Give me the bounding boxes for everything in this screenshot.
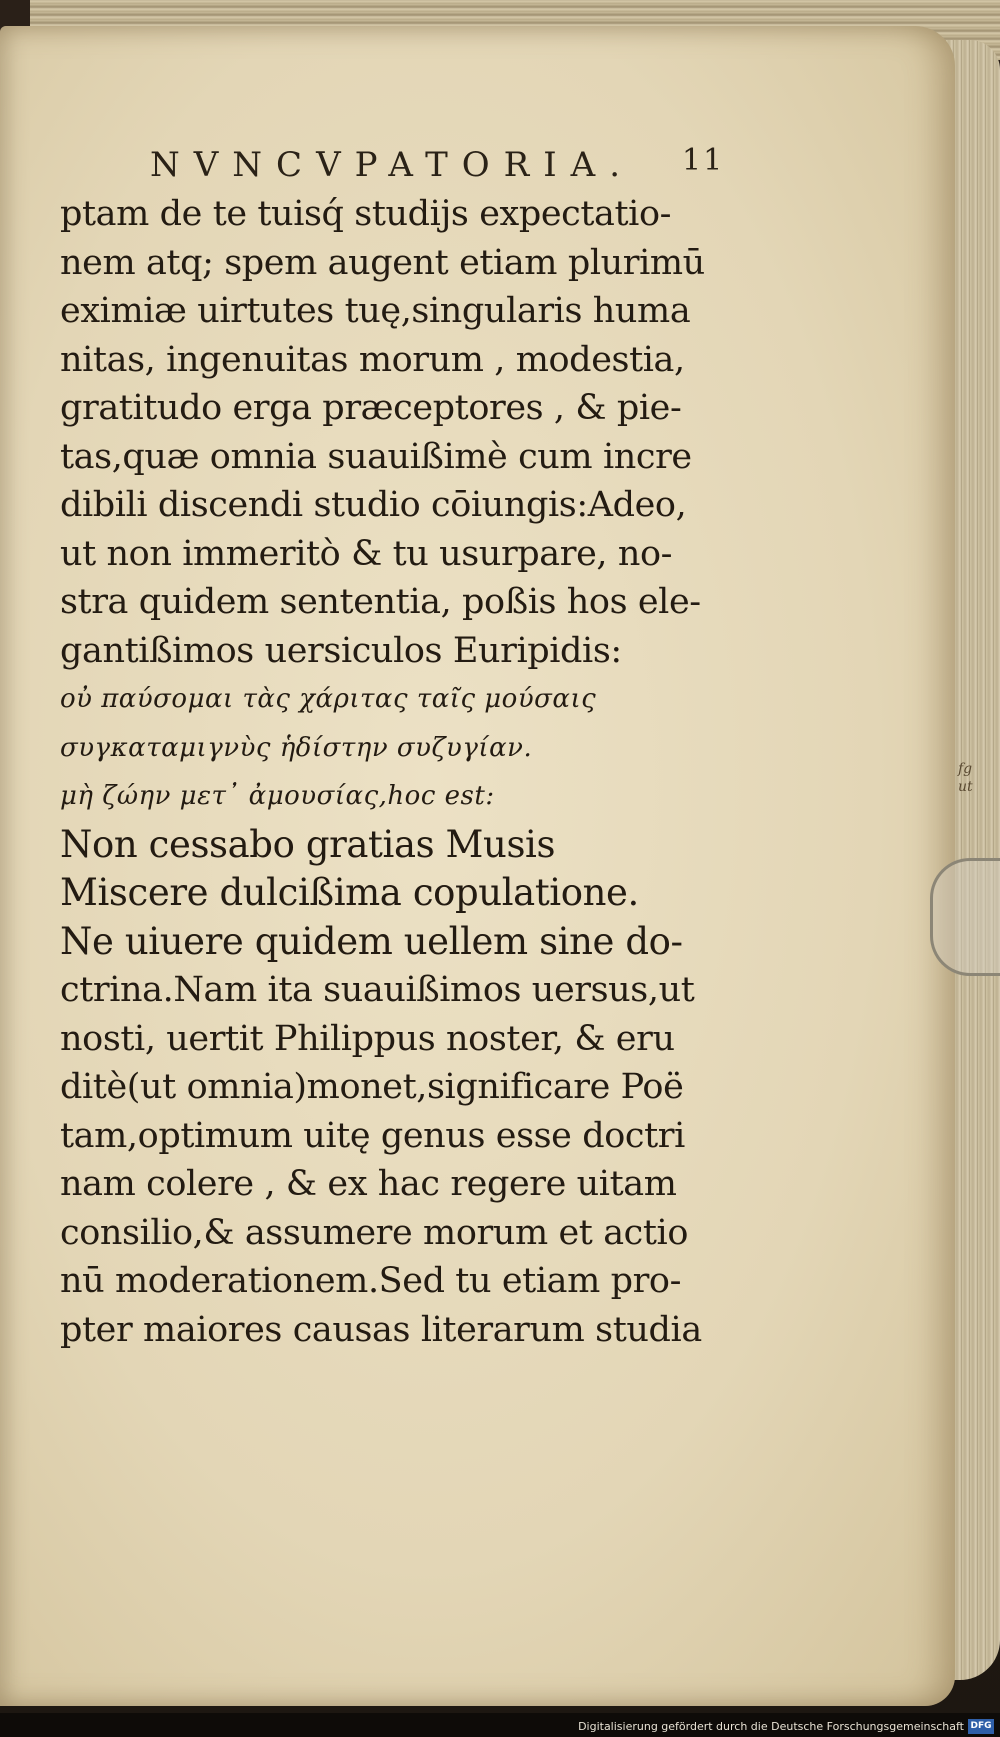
text-line: συγκαταμιγνὺς ἡδίστην συζυγίαν.: [60, 732, 533, 763]
text-line: ditè(ut omnia)monet,significare Poë: [60, 1067, 684, 1107]
text-line: nam colere , & ex hac regere uitam: [60, 1164, 677, 1204]
text-line: gantißimos uersiculos Euripidis:: [60, 630, 622, 671]
text-line: nosti, uertit Philippus noster, & eru: [60, 1018, 675, 1059]
text-line: οὐ παύσομαι τὰς χάριτας ταῖς μούσαις: [60, 684, 597, 714]
digitization-credit: Digitalisierung gefördert durch die Deutsche Forschungsgemeinschaft: [578, 1720, 964, 1733]
margin-note: fg ut: [958, 761, 973, 795]
text-line: dibili discendi studio cōiungis:Adeo,: [60, 485, 687, 525]
text-line: Ne uiuere quidem uellem sine do-: [60, 919, 683, 963]
page-clasp: [930, 858, 1000, 976]
text-line: ctrina.Nam ita suauißimos uersus,ut: [60, 970, 695, 1010]
text-line: nem atq; spem augent etiam plurimū: [60, 242, 705, 283]
text-line: gratitudo erga præceptores , & pie-: [60, 388, 682, 428]
footer-bar: [0, 1713, 1000, 1737]
text-line: nū moderationem.Sed tu etiam pro-: [60, 1261, 682, 1301]
dfg-logo: DFG: [968, 1719, 994, 1734]
text-line: consilio,& assumere morum et actio: [60, 1212, 688, 1253]
body-text: [60, 190, 740, 1354]
text-line: ptam de te tuisq́ studijs expectatio-: [60, 194, 672, 234]
folio-number: 11: [682, 143, 725, 178]
text-line: pter maiores causas literarum studia: [60, 1309, 702, 1350]
text-line: ut non immeritò & tu usurpare, no-: [60, 533, 673, 574]
text-line: stra quidem sententia, poßis hos ele-: [60, 582, 701, 622]
text-line: μὴ ζώην μετ᾽ ἀμουσίας,hoc est:: [60, 781, 495, 811]
text-line: tam,optimum uitę genus esse doctri: [60, 1115, 685, 1156]
text-line: Non cessabo gratias Musis: [60, 822, 556, 866]
text-line: tas,quæ omnia suauißimè cum incre: [60, 436, 692, 477]
text-line: Miscere dulcißima copulatione.: [60, 871, 639, 914]
text-line: nitas, ingenuitas morum , modestia,: [60, 339, 685, 380]
text-line: eximiæ uirtutes tuę,singularis huma: [60, 291, 691, 331]
running-head: NVNCVPATORIA.: [150, 145, 635, 185]
